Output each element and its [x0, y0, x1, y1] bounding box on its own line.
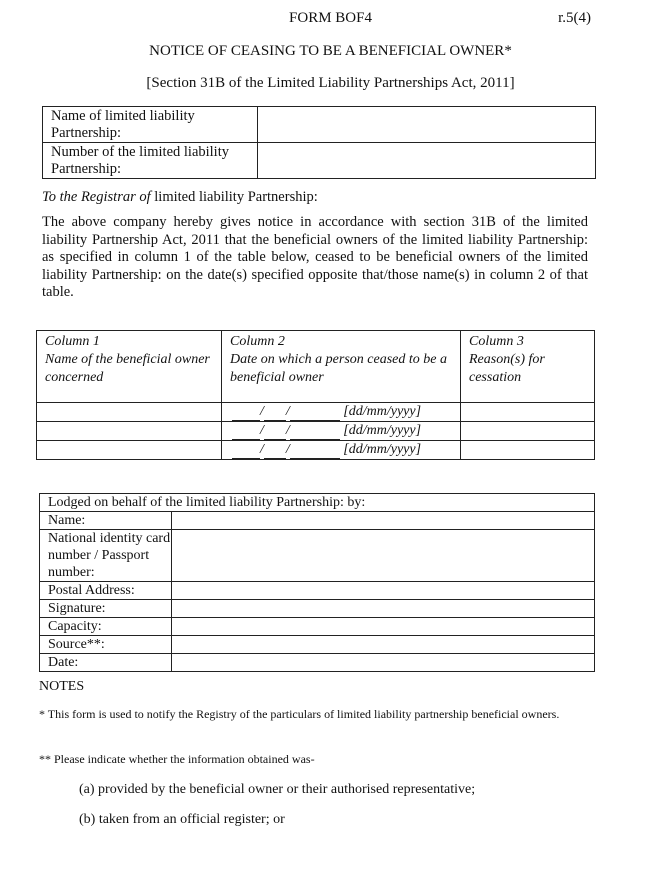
cease-date-cell[interactable]: / / [dd/mm/yyyy] — [222, 403, 461, 422]
column3-header — [461, 331, 595, 403]
column2-header — [222, 331, 461, 403]
rule-reference: r.5(4) — [558, 10, 591, 26]
lodged-heading: Lodged on behalf of the limited liability Partnership: by: — [40, 494, 595, 512]
cease-date-cell[interactable]: / / [dd/mm/yyyy] — [222, 422, 461, 441]
column2-description: Date on which a person ceased to be a beneficial owner — [230, 352, 447, 385]
capacity-field[interactable] — [172, 618, 595, 636]
date-format-hint: [dd/mm/yyyy] — [343, 442, 422, 457]
notes-heading: NOTES — [39, 679, 85, 694]
partnership-number-label: Number of the limited liability Partnership: — [43, 143, 258, 179]
column2-title: Column 2 — [230, 334, 285, 349]
source-option-a: (a) provided by the beneficial owner or their authorised representative; — [79, 782, 476, 797]
partnership-details-table — [42, 106, 596, 179]
partnership-number-field[interactable] — [258, 143, 596, 179]
column1-header — [37, 331, 222, 403]
reason-cell[interactable] — [461, 441, 595, 460]
owner-name-cell[interactable] — [37, 403, 222, 422]
to-registrar-italic: To the Registrar of — [42, 189, 151, 205]
note-2: ** Please indicate whether the information obtained was- — [39, 752, 315, 766]
reason-cell[interactable] — [461, 403, 595, 422]
reason-cell[interactable] — [461, 422, 595, 441]
id-number-label: National identity card number / Passport number: — [40, 530, 172, 582]
source-label: Source**: — [40, 636, 172, 654]
signature-label: Signature: — [40, 600, 172, 618]
lodger-name-field[interactable] — [172, 512, 595, 530]
date-format-hint: [dd/mm/yyyy] — [343, 423, 422, 438]
column3-description: Reason(s) for cessation — [469, 352, 545, 385]
postal-address-field[interactable] — [172, 582, 595, 600]
lodger-name-label: Name: — [40, 512, 172, 530]
date-format-hint: [dd/mm/yyyy] — [343, 404, 422, 419]
note-1: * This form is used to notify the Registry of the particulars of limited liability partnership beneficial owners. — [39, 707, 560, 721]
table-row — [37, 441, 595, 460]
section-reference: [Section 31B of the Limited Liability Partnerships Act, 2011] — [146, 75, 515, 91]
capacity-label: Capacity: — [40, 618, 172, 636]
source-field[interactable] — [172, 636, 595, 654]
beneficial-owners-table — [36, 330, 595, 460]
date-label: Date: — [40, 654, 172, 672]
page-title: NOTICE OF CEASING TO BE A BENEFICIAL OWNER* — [149, 43, 512, 59]
column1-description: Name of the beneficial owner concerned — [45, 352, 210, 385]
signature-field[interactable] — [172, 600, 595, 618]
table-row — [37, 422, 595, 441]
id-number-field[interactable] — [172, 530, 595, 582]
partnership-name-field[interactable] — [258, 107, 596, 143]
postal-address-label: Postal Address: — [40, 582, 172, 600]
source-option-b: (b) taken from an official register; or — [79, 812, 285, 827]
date-field[interactable] — [172, 654, 595, 672]
notice-paragraph: The above company hereby gives notice in accordance with section 31B of the limited liability Partnership Act, 2011 that the beneficial owners of the limited liability Partnership: as specified in column 1 of the table below, ceased to be beneficial owners of the limited liability Partnership: on the date(s) specified opposite that/those name(s) in column 2 of that table. — [42, 214, 588, 300]
to-registrar-rest: limited liability Partnership: — [150, 189, 318, 205]
owner-name-cell[interactable] — [37, 422, 222, 441]
owner-name-cell[interactable] — [37, 441, 222, 460]
column1-title: Column 1 — [45, 334, 100, 349]
column3-title: Column 3 — [469, 334, 524, 349]
cease-date-cell[interactable]: / / [dd/mm/yyyy] — [222, 441, 461, 460]
to-registrar-line — [42, 189, 318, 206]
table-row — [37, 403, 595, 422]
form-number: FORM BOF4 — [289, 10, 372, 26]
partnership-name-label: Name of limited liability Partnership: — [43, 107, 258, 143]
lodger-details-table — [39, 493, 595, 672]
